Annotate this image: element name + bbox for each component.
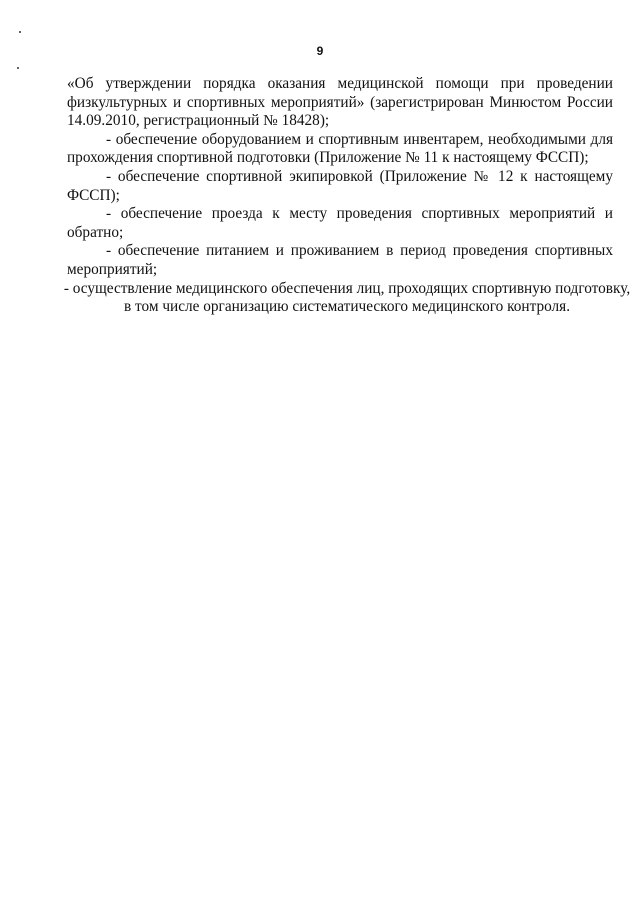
- paragraph-medical-support: - осуществление медицинского обеспечения лиц, проходящих спортивную подготовку, в том числе организацию систематического медицинского контроля.: [63, 279, 631, 316]
- page-number: 9: [316, 44, 324, 58]
- paragraph-order-reference: «Об утверждении порядка оказания медицинской помощи при проведении физкультурных и спортивных мероприятий» (зарегистрирован Минюстом России 14.09.2010, регистрационный № 18428);: [67, 75, 613, 130]
- scan-speck: [19, 31, 21, 33]
- scan-speck: [17, 67, 19, 69]
- paragraph-sport-outfit: - обеспечение спортивной экипировкой (Приложение № 12 к настоящему ФССП);: [67, 167, 613, 204]
- paragraph-equipment: - обеспечение оборудованием и спортивным инвентарем, необходимыми для прохождения спортивной подготовки (Приложение № 11 к настоящему ФССП);: [67, 130, 613, 167]
- document-body: [63, 75, 631, 317]
- paragraph-travel: - обеспечение проезда к месту проведения спортивных мероприятий и обратно;: [67, 205, 613, 241]
- paragraph-food-lodging: - обеспечение питанием и проживанием в период проведения спортивных мероприятий;: [67, 242, 613, 278]
